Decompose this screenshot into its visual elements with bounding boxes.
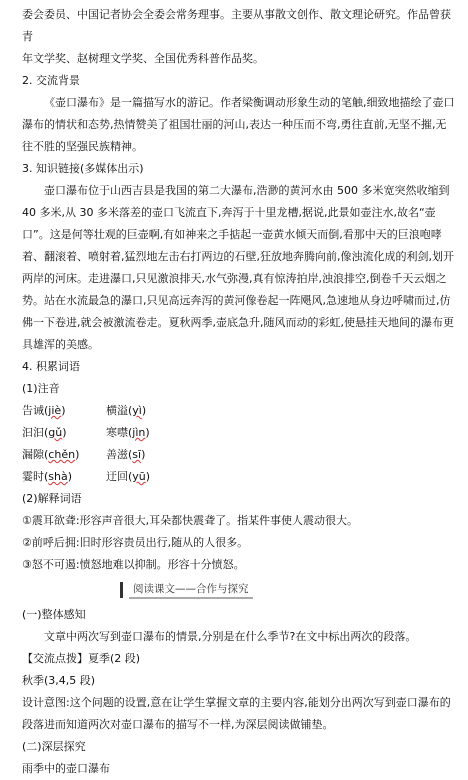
overview-question: 文章中两次写到壶口瀑布的情景,分别是在什么季节?在文中标出两次的段落。 [44,630,417,643]
vocab-word: 迂回(yū) [106,470,151,483]
intro-line-1: 委会委员、中国记者协会全委会常务理事。主要从事散文创作、散文理论研究。作品曾获青 [22,8,451,43]
overview-answer [22,648,456,670]
definition-item: ①震耳欲聋:形容声音很大,耳朵都快震聋了。指某件事使人震动很大。 [22,514,359,527]
vocab-word: 汩汩(gǔ) [22,426,67,439]
vocab-row [22,400,456,422]
vocab-word: 漏隙(chěn) [22,448,80,461]
vocab-word: 善滋(sī) [106,448,146,461]
overview-answer-2: 秋季(3,4,5 段) [22,674,96,687]
definition-item: ②前呼后拥:旧时形容贵员出行,随从的人很多。 [22,536,249,549]
answer-text: 夏季(2 段) [88,652,141,665]
knowledge-heading: 3. 知识链接(多媒体出示) [22,162,144,175]
vocab-word: 寒噤(jìn) [106,426,150,439]
definition-item: ③怒不可遏:愤怒地难以抑制。形容十分愤怒。 [22,558,245,571]
vocab-word: 霎时(shà) [22,470,73,483]
overview-heading: (一)整体感知 [22,608,86,621]
background-heading: 2. 交流背景 [22,74,80,87]
intro-line-2: 年文学奖、赵树理文学奖、全国优秀科普作品奖。 [22,52,264,65]
design-note: 设计意图:这个问题的设置,意在让学生掌握文章的主要内容,能划分出两次写到壶口瀑布的段落进而知道两次对壶口瀑布的描写不一样,为深层阅读做铺垫。 [22,696,451,731]
vocab-row [22,466,456,488]
banner-bar [120,582,123,598]
deep-subheading: 雨季中的壶口瀑布 [22,762,110,775]
background-text: 《壶口瀑布》是一篇描写水的游记。作者梁衡调动形象生动的笔触,细致地描绘了壶口瀑布的情状和态势,热情赞美了祖国壮丽的河山,表达一种压而不弯,勇往直前,无坚不摧,无往不胜的坚强民族精神。 [22,96,455,153]
section-banner [120,580,456,600]
banner-title: 阅读课文——合作与探究 [129,581,253,599]
vocab-sub-definitions: (2)解释词语 [22,492,82,505]
vocab-heading: 4. 积累词语 [22,360,80,373]
knowledge-text: 壶口瀑布位于山西吉县是我国的第二大瀑布,浩渺的黄河水由 500 多米宽突然收缩到 40 多米,从 30 多米落差的壶口飞流直下,奔泻于十里龙槽,据说,此景如壶注水,故名“壶口”。这是何等壮观的巨壶啊,有如神来之手掂起一壶黄水倾天而倒,看那中天的巨浪咆哮着、翻滚着、喷射着,猛烈地左击右打两边的石壁,狂放地奔腾向前,像浊流化成的利剑,划开两岸的河床。走进瀑口,只见激浪排天,水气弥漫,真有惊涛拍岸,浊浪排空,倒卷千天云烟之势。站在水流最急的瀑口,只见高远奔泻的黄河像卷起一阵飓风,急速地从身边呼啸而过,仿佛一下卷进,就会被激流卷走。夏秋两季,壶底急升,随风而动的彩虹,使悬挂天地间的瀑布更具雄浑的美感。 [22,184,454,351]
vocab-word: 横溢(yì) [106,404,147,417]
answer-label: 【交流点拨】 [22,652,88,665]
vocab-row [22,444,456,466]
vocab-row [22,422,456,444]
vocab-word: 告诫(jiè) [22,404,66,417]
vocab-sub-pinyin: (1)注音 [22,382,60,395]
deep-heading: (二)深层探究 [22,740,86,753]
